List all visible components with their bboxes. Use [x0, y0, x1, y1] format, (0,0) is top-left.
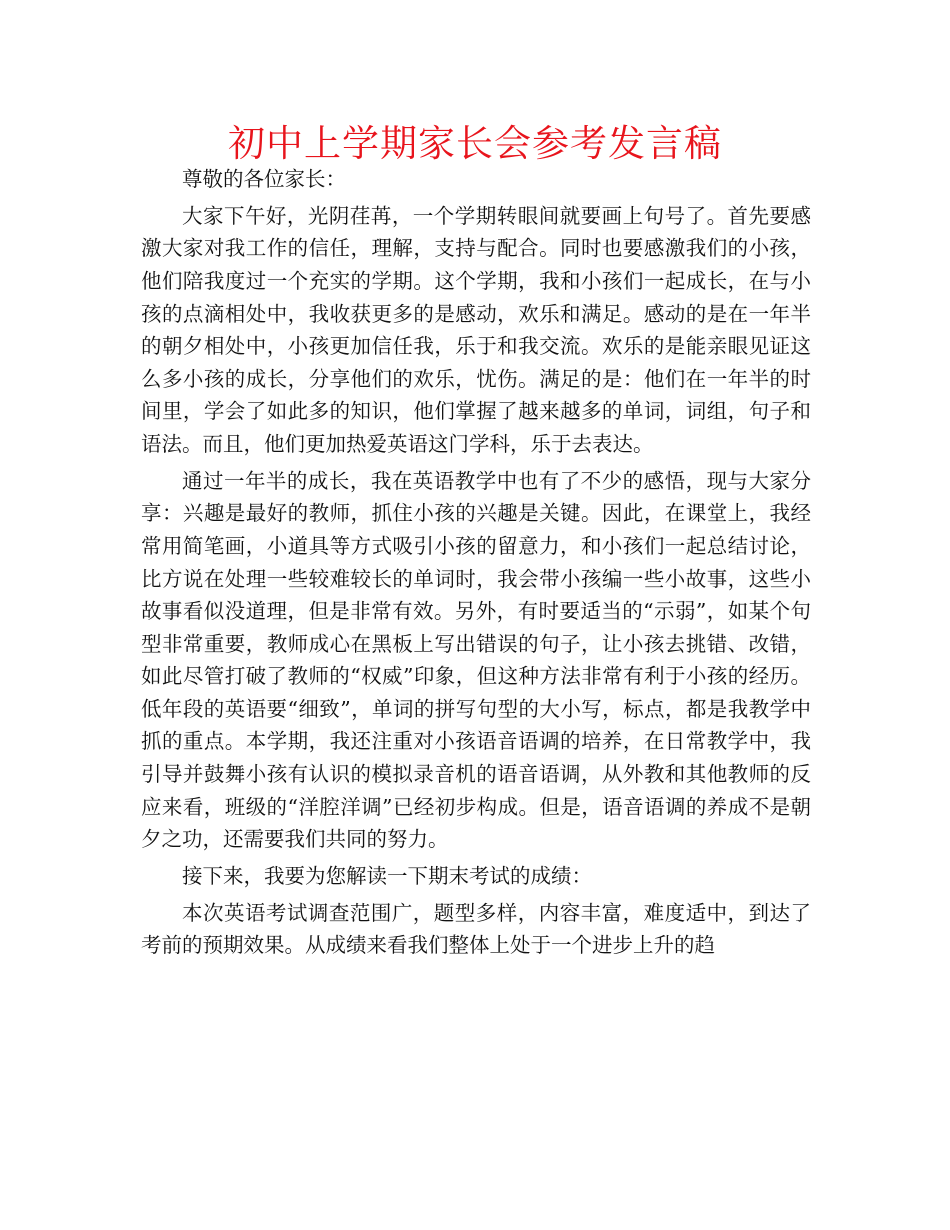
- salutation-paragraph: 尊敬的各位家长：: [182, 167, 346, 191]
- body-paragraph: 通过一年半的成长，我在英语教学中也有了不少的感悟，现与大家分享：兴趣是最好的教师，抓住小孩的兴趣是关键。因此，在课堂上，我经常用简笔画，小道具等方式吸引小孩的留意力，和小孩们一起总结讨论，比方说在处理一些较难较长的单词时，我会带小孩编一些小故事，这些小故事看似没道理，但是非常有效。另外，有时要适当的“示弱”，如某个句型非常重要，教师成心在黑板上写出错误的句子，让小孩去挑错、改错，如此尽管打破了教师的“权威”印象，但这种方法非常有利于小孩的经历。低年段的英语要“细致”，单词的拼写句型的大小写，标点，都是我教学中抓的重点。本学期，我还注重对小孩语音语调的培养，在日常教学中，我引导并鼓舞小孩有认识的模拟录音机的语音语调，从外教和其他教师的反应来看，班级的“洋腔洋调”已经初步构成。但是，语音语调的养成不是朝夕之功，还需要我们共同的努力。: [141, 468, 811, 852]
- body-paragraph: 接下来，我要为您解读一下期末考试的成绩：: [182, 864, 592, 889]
- document-title: 初中上学期家长会参考发言稿: [228, 122, 722, 165]
- document-body: [141, 163, 811, 966]
- body-paragraph: 本次英语考试调查范围广，题型多样，内容丰富，难度适中，到达了考前的预期效果。从成绩来看我们整体上处于一个进步上升的趋: [141, 900, 811, 958]
- body-paragraph: 大家下午好，光阴荏苒，一个学期转眼间就要画上句号了。首先要感激大家对我工作的信任，理解，支持与配合。同时也要感激我们的小孩，他们陪我度过一个充实的学期。这个学期，我和小孩们一起成长，在与小孩的点滴相处中，我收获更多的是感动，欢乐和满足。感动的是在一年半的朝夕相处中，小孩更加信任我，乐于和我交流。欢乐的是能亲眼见证这么多小孩的成长，分享他们的欢乐，忧伤。满足的是：他们在一年半的时间里，学会了如此多的知识，他们掌握了越来越多的单词，词组，句子和语法。而且，他们更加热爱英语这门学科，乐于去表达。: [141, 203, 811, 456]
